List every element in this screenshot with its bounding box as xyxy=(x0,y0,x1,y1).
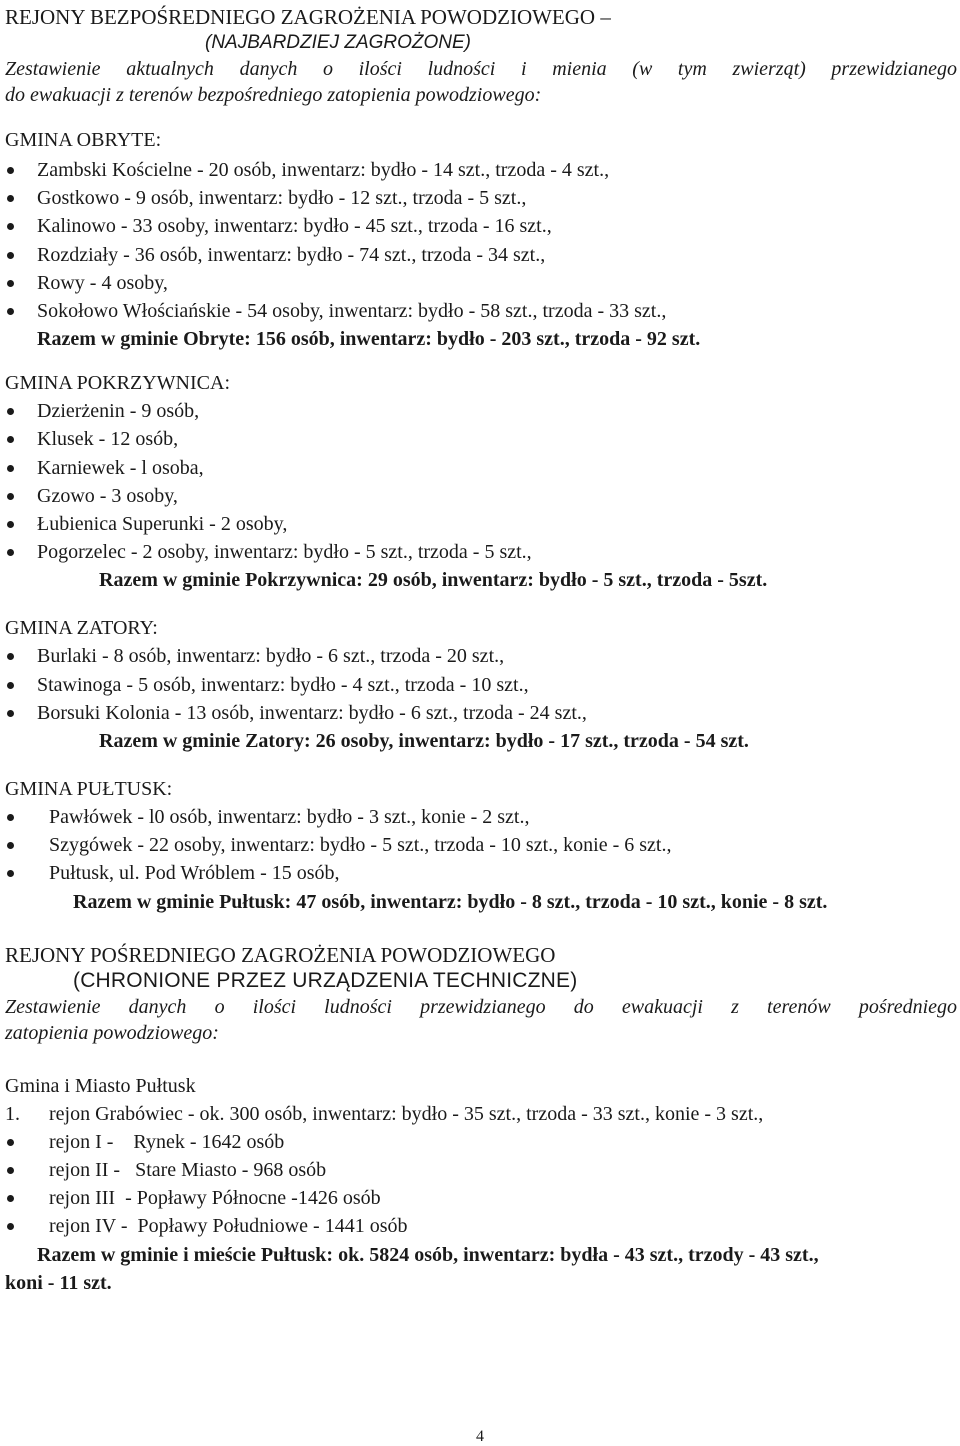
list-item xyxy=(5,212,957,240)
list-item-text: Rowy - 4 osoby, xyxy=(37,271,168,294)
list-item-text: Klusek - 12 osób, xyxy=(37,428,179,451)
section-subtitle-indirect-threat: (CHRONIONE PRZEZ URZĄDZENIA TECHNICZNE) xyxy=(73,968,578,992)
bullet-icon xyxy=(7,280,14,287)
list-item-text: Stawinoga - 5 osób, inwentarz: bydło - 4 szt., trzoda - 10 szt., xyxy=(37,673,529,696)
gmina-total-obryte: Razem w gminie Obryte: 156 osób, inwentarz: bydło - 203 szt., trzoda - 92 szt. xyxy=(37,328,701,351)
bullet-icon xyxy=(7,710,14,717)
list-item-text: Gostkowo - 9 osób, inwentarz: bydło - 12 szt., trzoda - 5 szt., xyxy=(37,187,527,210)
section-intro-direct-threat xyxy=(5,56,957,108)
section-title-indirect-threat: REJONY POŚREDNIEGO ZAGROŻENIA POWODZIOWEGO xyxy=(5,942,556,967)
bullet-icon xyxy=(7,252,14,259)
list-item-text: Burlaki - 8 osób, inwentarz: bydło - 6 szt., trzoda - 20 szt., xyxy=(37,645,505,668)
list-item xyxy=(5,699,957,727)
list-item-text: rejon I - Rynek - 1642 osób xyxy=(49,1130,285,1153)
list-item xyxy=(5,425,957,453)
list-item-text: Szygówek - 22 osoby, inwentarz: bydło - 5 szt., trzoda - 10 szt., konie - 6 szt., xyxy=(49,834,672,857)
page-number: 4 xyxy=(476,1428,484,1445)
numbered-item xyxy=(5,1100,957,1128)
list-item-text: Pogorzelec - 2 osoby, inwentarz: bydło - 5 szt., trzoda - 5 szt., xyxy=(37,541,532,564)
gmina-list-miasto-pultusk xyxy=(5,1100,957,1241)
list-item xyxy=(5,831,957,859)
list-item-text: Pawłówek - l0 osób, inwentarz: bydło - 3 szt., konie - 2 szt., xyxy=(49,806,530,829)
bullet-icon xyxy=(7,842,14,849)
bullet-icon xyxy=(7,308,14,315)
bullet-icon xyxy=(7,653,14,660)
list-item-text: Gzowo - 3 osoby, xyxy=(37,484,178,507)
list-item-text: Łubienica Superunki - 2 osoby, xyxy=(37,513,288,536)
list-item xyxy=(5,297,957,325)
bullet-icon xyxy=(7,814,14,821)
list-item-text: Dzierżenin - 9 osób, xyxy=(37,400,200,423)
section-title-direct-threat: REJONY BEZPOŚREDNIEGO ZAGROŻENIA POWODZIOWEGO – xyxy=(5,5,611,29)
bullet-icon xyxy=(7,465,14,472)
section-subtitle-direct-threat: (NAJBARDZIEJ ZAGROŻONE) xyxy=(205,32,472,53)
list-item xyxy=(5,269,957,297)
intro-line: do ewakuacji z terenów bezpośredniego zatopienia powodziowego: xyxy=(5,84,542,106)
bullet-icon xyxy=(7,1195,14,1202)
list-item xyxy=(5,156,957,184)
list-item-text: rejon IV - Popławy Południowe - 1441 osób xyxy=(49,1215,408,1238)
gmina-total-miasto-pultusk-line2: koni - 11 szt. xyxy=(5,1271,112,1294)
list-item-text: Rozdziały - 36 osób, inwentarz: bydło - 74 szt., trzoda - 34 szt., xyxy=(37,243,546,266)
list-item-text: Zambski Kościelne - 20 osób, inwentarz: bydło - 14 szt., trzoda - 4 szt., xyxy=(37,159,610,181)
gmina-list-pokrzywnica xyxy=(5,397,957,566)
gmina-total-pultusk: Razem w gminie Pułtusk: 47 osób, inwentarz: bydło - 8 szt., trzoda - 10 szt., konie - 8 szt. xyxy=(73,890,828,913)
gmina-heading-obryte: GMINA OBRYTE: xyxy=(5,129,162,151)
bullet-icon xyxy=(7,223,14,230)
list-item-text: rejon II - Stare Miasto - 968 osób xyxy=(49,1159,327,1182)
list-item-text: Borsuki Kolonia - 13 osób, inwentarz: bydło - 6 szt., trzoda - 24 szt., xyxy=(37,701,587,724)
gmina-total-zatory: Razem w gminie Zatory: 26 osoby, inwentarz: bydło - 17 szt., trzoda - 54 szt. xyxy=(99,730,749,753)
list-item xyxy=(5,184,957,212)
list-item-text: Karniewek - l osoba, xyxy=(37,456,204,479)
bullet-icon xyxy=(7,408,14,415)
list-item-text: rejon III - Popławy Północne -1426 osób xyxy=(49,1187,381,1210)
list-item-text: Sokołowo Włościańskie - 54 osoby, inwentarz: bydło - 58 szt., trzoda - 33 szt., xyxy=(37,300,667,323)
list-item xyxy=(5,482,957,510)
list-item xyxy=(5,642,957,670)
bullet-icon xyxy=(7,521,14,528)
gmina-heading-miasto-pultusk: Gmina i Miasto Pułtusk xyxy=(5,1074,196,1097)
gmina-list-zatory xyxy=(5,642,957,727)
section-intro-indirect-threat xyxy=(5,994,957,1046)
intro-line: Zestawienie aktualnych danych o ilości ludności i mienia (w tym zwierząt) przewidzianego xyxy=(5,58,957,80)
gmina-total-miasto-pultusk-line1: Razem w gminie i mieście Pułtusk: ok. 5824 osób, inwentarz: bydła - 43 szt., trzody - 43 szt., xyxy=(37,1243,819,1266)
bullet-icon xyxy=(7,167,14,174)
list-item xyxy=(5,454,957,482)
bullet-icon xyxy=(7,549,14,556)
list-item xyxy=(5,1128,957,1156)
gmina-list-pultusk xyxy=(5,803,957,888)
list-item xyxy=(5,1212,957,1240)
bullet-icon xyxy=(7,195,14,202)
intro-line: zatopienia powodziowego: xyxy=(5,1021,219,1044)
item-number: 1. xyxy=(5,1102,20,1125)
list-item xyxy=(5,1156,957,1184)
bullet-icon xyxy=(7,1223,14,1230)
list-item xyxy=(5,397,957,425)
list-item xyxy=(5,859,957,887)
list-item-text: Kalinowo - 33 osoby, inwentarz: bydło - 45 szt., trzoda - 16 szt., xyxy=(37,215,552,238)
document-page xyxy=(5,4,957,1297)
list-item xyxy=(5,510,957,538)
list-item xyxy=(5,1184,957,1212)
gmina-heading-pokrzywnica: GMINA POKRZYWNICA: xyxy=(5,372,230,395)
gmina-heading-pultusk: GMINA PUŁTUSK: xyxy=(5,778,173,801)
list-item-text: Pułtusk, ul. Pod Wróblem - 15 osób, xyxy=(49,862,340,885)
bullet-icon xyxy=(7,1139,14,1146)
gmina-total-pokrzywnica: Razem w gminie Pokrzywnica: 29 osób, inwentarz: bydło - 5 szt., trzoda - 5szt. xyxy=(99,569,768,592)
bullet-icon xyxy=(7,436,14,443)
gmina-heading-zatory: GMINA ZATORY: xyxy=(5,617,158,640)
bullet-icon xyxy=(7,1167,14,1174)
list-item xyxy=(5,803,957,831)
bullet-icon xyxy=(7,870,14,877)
list-item xyxy=(5,671,957,699)
list-item xyxy=(5,241,957,269)
intro-line: Zestawienie danych o ilości ludności przewidzianego do ewakuacji z terenów pośredniego xyxy=(5,995,957,1018)
list-item xyxy=(5,538,957,566)
bullet-icon xyxy=(7,682,14,689)
list-item-text: rejon Grabówiec - ok. 300 osób, inwentarz: bydło - 35 szt., trzoda - 33 szt., konie - 3 szt., xyxy=(49,1102,764,1125)
bullet-icon xyxy=(7,493,14,500)
gmina-list-obryte xyxy=(5,156,957,325)
